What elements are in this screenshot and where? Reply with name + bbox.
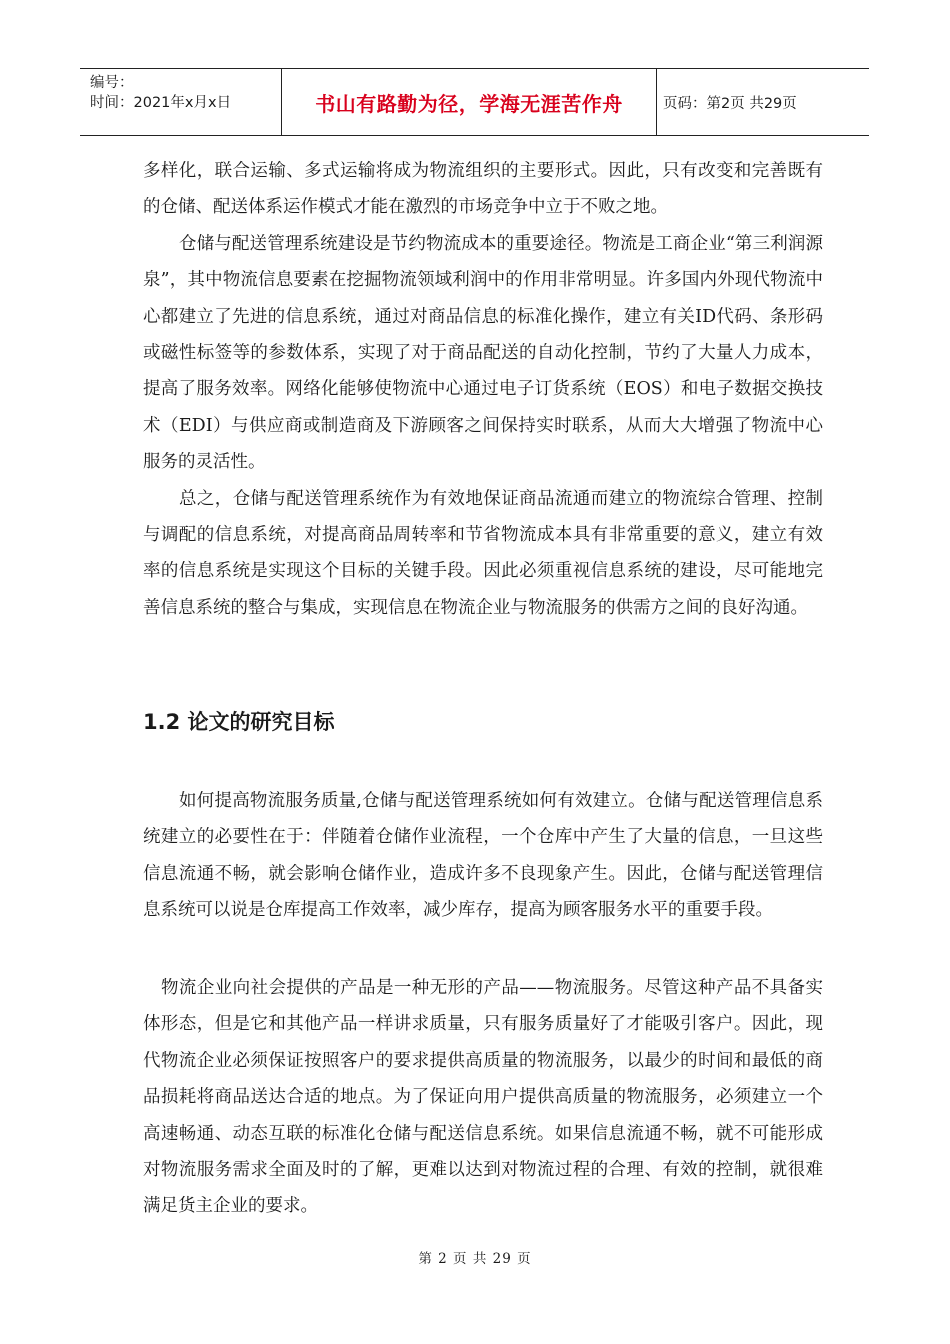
document-number-label: 编号： <box>90 75 134 91</box>
page-footer: 第 2 页 共 29 页 <box>418 1251 532 1267</box>
header-meta <box>80 69 282 135</box>
body-text-section-continued <box>143 970 823 1225</box>
body-text-top <box>143 153 823 626</box>
body-text-section <box>143 783 823 929</box>
paragraph: 多样化，联合运输、多式运输将成为物流组织的主要形式。因此，只有改变和完善既有的仓储、配送体系运作模式才能在激烈的市场竞争中立于不败之地。 <box>143 161 823 218</box>
page-header <box>80 68 869 136</box>
paragraph: 总之，仓储与配送管理系统作为有效地保证商品流通而建立的物流综合管理、控制与调配的信息系统，对提高商品周转率和节省物流成本具有非常重要的意义，建立有效率的信息系统是实现这个目标的关键手段。因此必须重视信息系统的建设，尽可能地完善信息系统的整合与集成，实现信息在物流企业与物流服务的供需方之间的良好沟通。 <box>143 488 823 618</box>
header-motto: 书山有路勤为径，学海无涯苦作舟 <box>282 69 657 135</box>
section-heading: 1.2 论文的研究目标 <box>143 710 335 734</box>
paragraph: 物流企业向社会提供的产品是一种无形的产品——物流服务。尽管这种产品不具备实体形态，但是它和其他产品一样讲求质量，只有服务质量好了才能吸引客户。因此，现代物流企业必须保证按照客户的要求提供高质量的物流服务，以最少的时间和最低的商品损耗将商品送达合适的地点。为了保证向用户提供高质量的物流服务，必须建立一个高速畅通、动态互联的标准化仓储与配送信息系统。如果信息流通不畅，就不可能形成对物流服务需求全面及时的了解，更难以达到对物流过程的合理、有效的控制，就很难满足货主企业的要求。 <box>143 978 823 1217</box>
document-date-label: 时间：2021年x月x日 <box>90 95 232 111</box>
paragraph: 如何提高物流服务质量,仓储与配送管理系统如何有效建立。仓储与配送管理信息系统建立的必要性在于：伴随着仓储作业流程，一个仓库中产生了大量的信息，一旦这些信息流通不畅，就会影响仓储作业，造成许多不良现象产生。因此，仓储与配送管理信息系统可以说是仓库提高工作效率，减少库存，提高为顾客服务水平的重要手段。 <box>143 791 823 921</box>
header-page-info: 页码：第2页 共29页 <box>663 95 797 112</box>
paragraph: 仓储与配送管理系统建设是节约物流成本的重要途径。物流是工商企业“第三利润源泉”，其中物流信息要素在挖掘物流领域利润中的作用非常明显。许多国内外现代物流中心都建立了先进的信息系统，通过对商品信息的标准化操作，建立有关ID代码、条形码或磁性标签等的参数体系，实现了对于商品配送的自动化控制，节约了大量人力成本，提高了服务效率。网络化能够使物流中心通过电子订货系统（EOS）和电子数据交换技术（EDI）与供应商或制造商及下游顾客之间保持实时联系，从而大大增强了物流中心服务的灵活性。 <box>143 233 823 473</box>
